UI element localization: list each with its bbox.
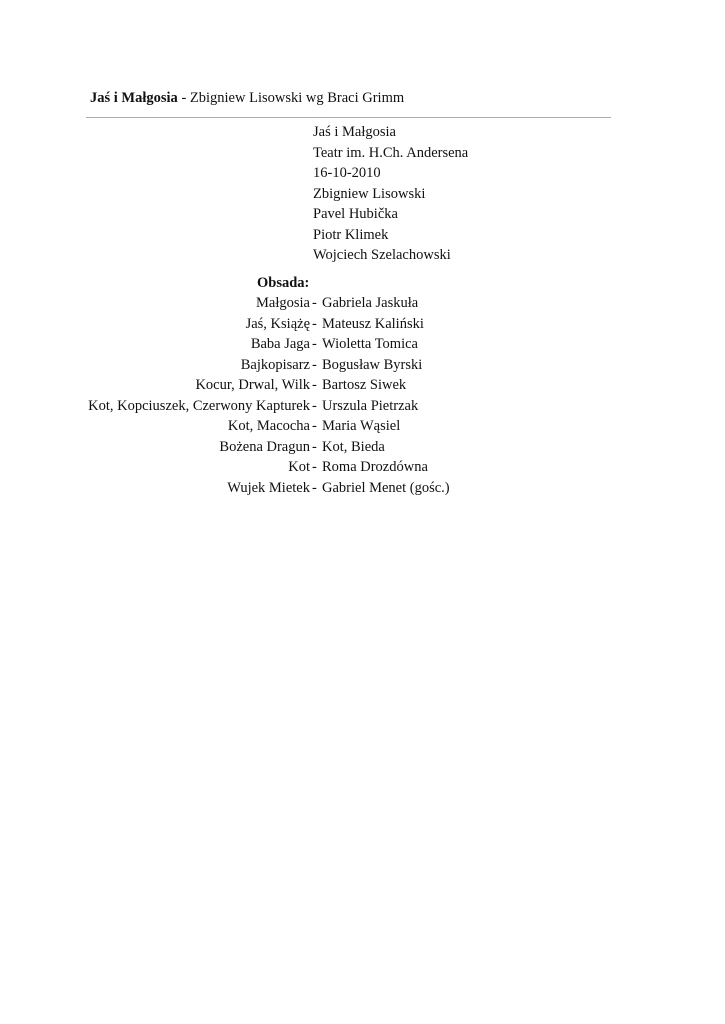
- cast-role: Bajkopisarz: [240, 357, 310, 373]
- cast-row: [0, 334, 725, 354]
- cast-heading: Obsada:: [257, 275, 310, 291]
- cast-row: [0, 396, 725, 416]
- document-header: [90, 90, 404, 107]
- detail-value: Piotr Klimek: [313, 227, 389, 243]
- cast-role: Kot, Kopciuszek, Czerwony Kapturek: [88, 398, 310, 414]
- cast-row: [0, 457, 725, 477]
- cast-role: Jaś, Książę: [245, 316, 310, 332]
- detail-value: Teatr im. H.Ch. Andersena: [313, 145, 469, 161]
- cast-actor: Kot, Bieda: [322, 439, 385, 455]
- cast-separator: -: [312, 418, 317, 434]
- detail-value: Jaś i Małgosia: [313, 124, 396, 140]
- cast-separator: -: [312, 377, 317, 393]
- cast-role: Kocur, Drwal, Wilk: [195, 377, 310, 393]
- detail-value: Wojciech Szelachowski: [313, 247, 451, 263]
- cast-separator: -: [312, 295, 317, 311]
- cast-actor: Roma Drozdówna: [322, 459, 428, 475]
- detail-value: 16-10-2010: [313, 165, 381, 181]
- cast-row: [0, 416, 725, 436]
- cast-row: [0, 437, 725, 457]
- cast-row: [0, 375, 725, 395]
- header-divider: [86, 117, 611, 118]
- detail-value: Zbigniew Lisowski: [313, 186, 426, 202]
- cast-actor: Bartosz Siwek: [322, 377, 407, 393]
- cast-separator: -: [312, 480, 317, 496]
- cast-actor: Wioletta Tomica: [322, 336, 418, 352]
- cast-actor: Bogusław Byrski: [322, 357, 423, 373]
- cast-row: [0, 293, 725, 313]
- play-title: Jaś i Małgosia: [90, 90, 178, 106]
- cast-role: Baba Jaga: [250, 336, 310, 352]
- cast-actor: Urszula Pietrzak: [322, 398, 419, 414]
- cast-role: Bożena Dragun: [219, 439, 310, 455]
- play-subtitle: - Zbigniew Lisowski wg Braci Grimm: [177, 90, 405, 106]
- cast-actor: Maria Wąsiel: [322, 418, 401, 434]
- cast-separator: -: [312, 316, 317, 332]
- cast-separator: -: [312, 459, 317, 475]
- cast-role: Kot: [288, 459, 310, 475]
- detail-value: Pavel Hubička: [313, 206, 398, 222]
- cast-separator: -: [312, 357, 317, 373]
- cast-separator: -: [312, 336, 317, 352]
- cast-actor: Gabriel Menet (gośc.): [322, 480, 450, 496]
- cast-role: Małgosia: [256, 295, 310, 311]
- cast-row: [0, 478, 725, 498]
- cast-role: Kot, Macocha: [227, 418, 310, 434]
- cast-actor: Gabriela Jaskuła: [322, 295, 419, 311]
- cast-role: Wujek Mietek: [227, 480, 310, 496]
- cast-row: [0, 355, 725, 375]
- cast-separator: -: [312, 398, 317, 414]
- cast-separator: -: [312, 439, 317, 455]
- cast-row: [0, 314, 725, 334]
- cast-actor: Mateusz Kaliński: [322, 316, 424, 332]
